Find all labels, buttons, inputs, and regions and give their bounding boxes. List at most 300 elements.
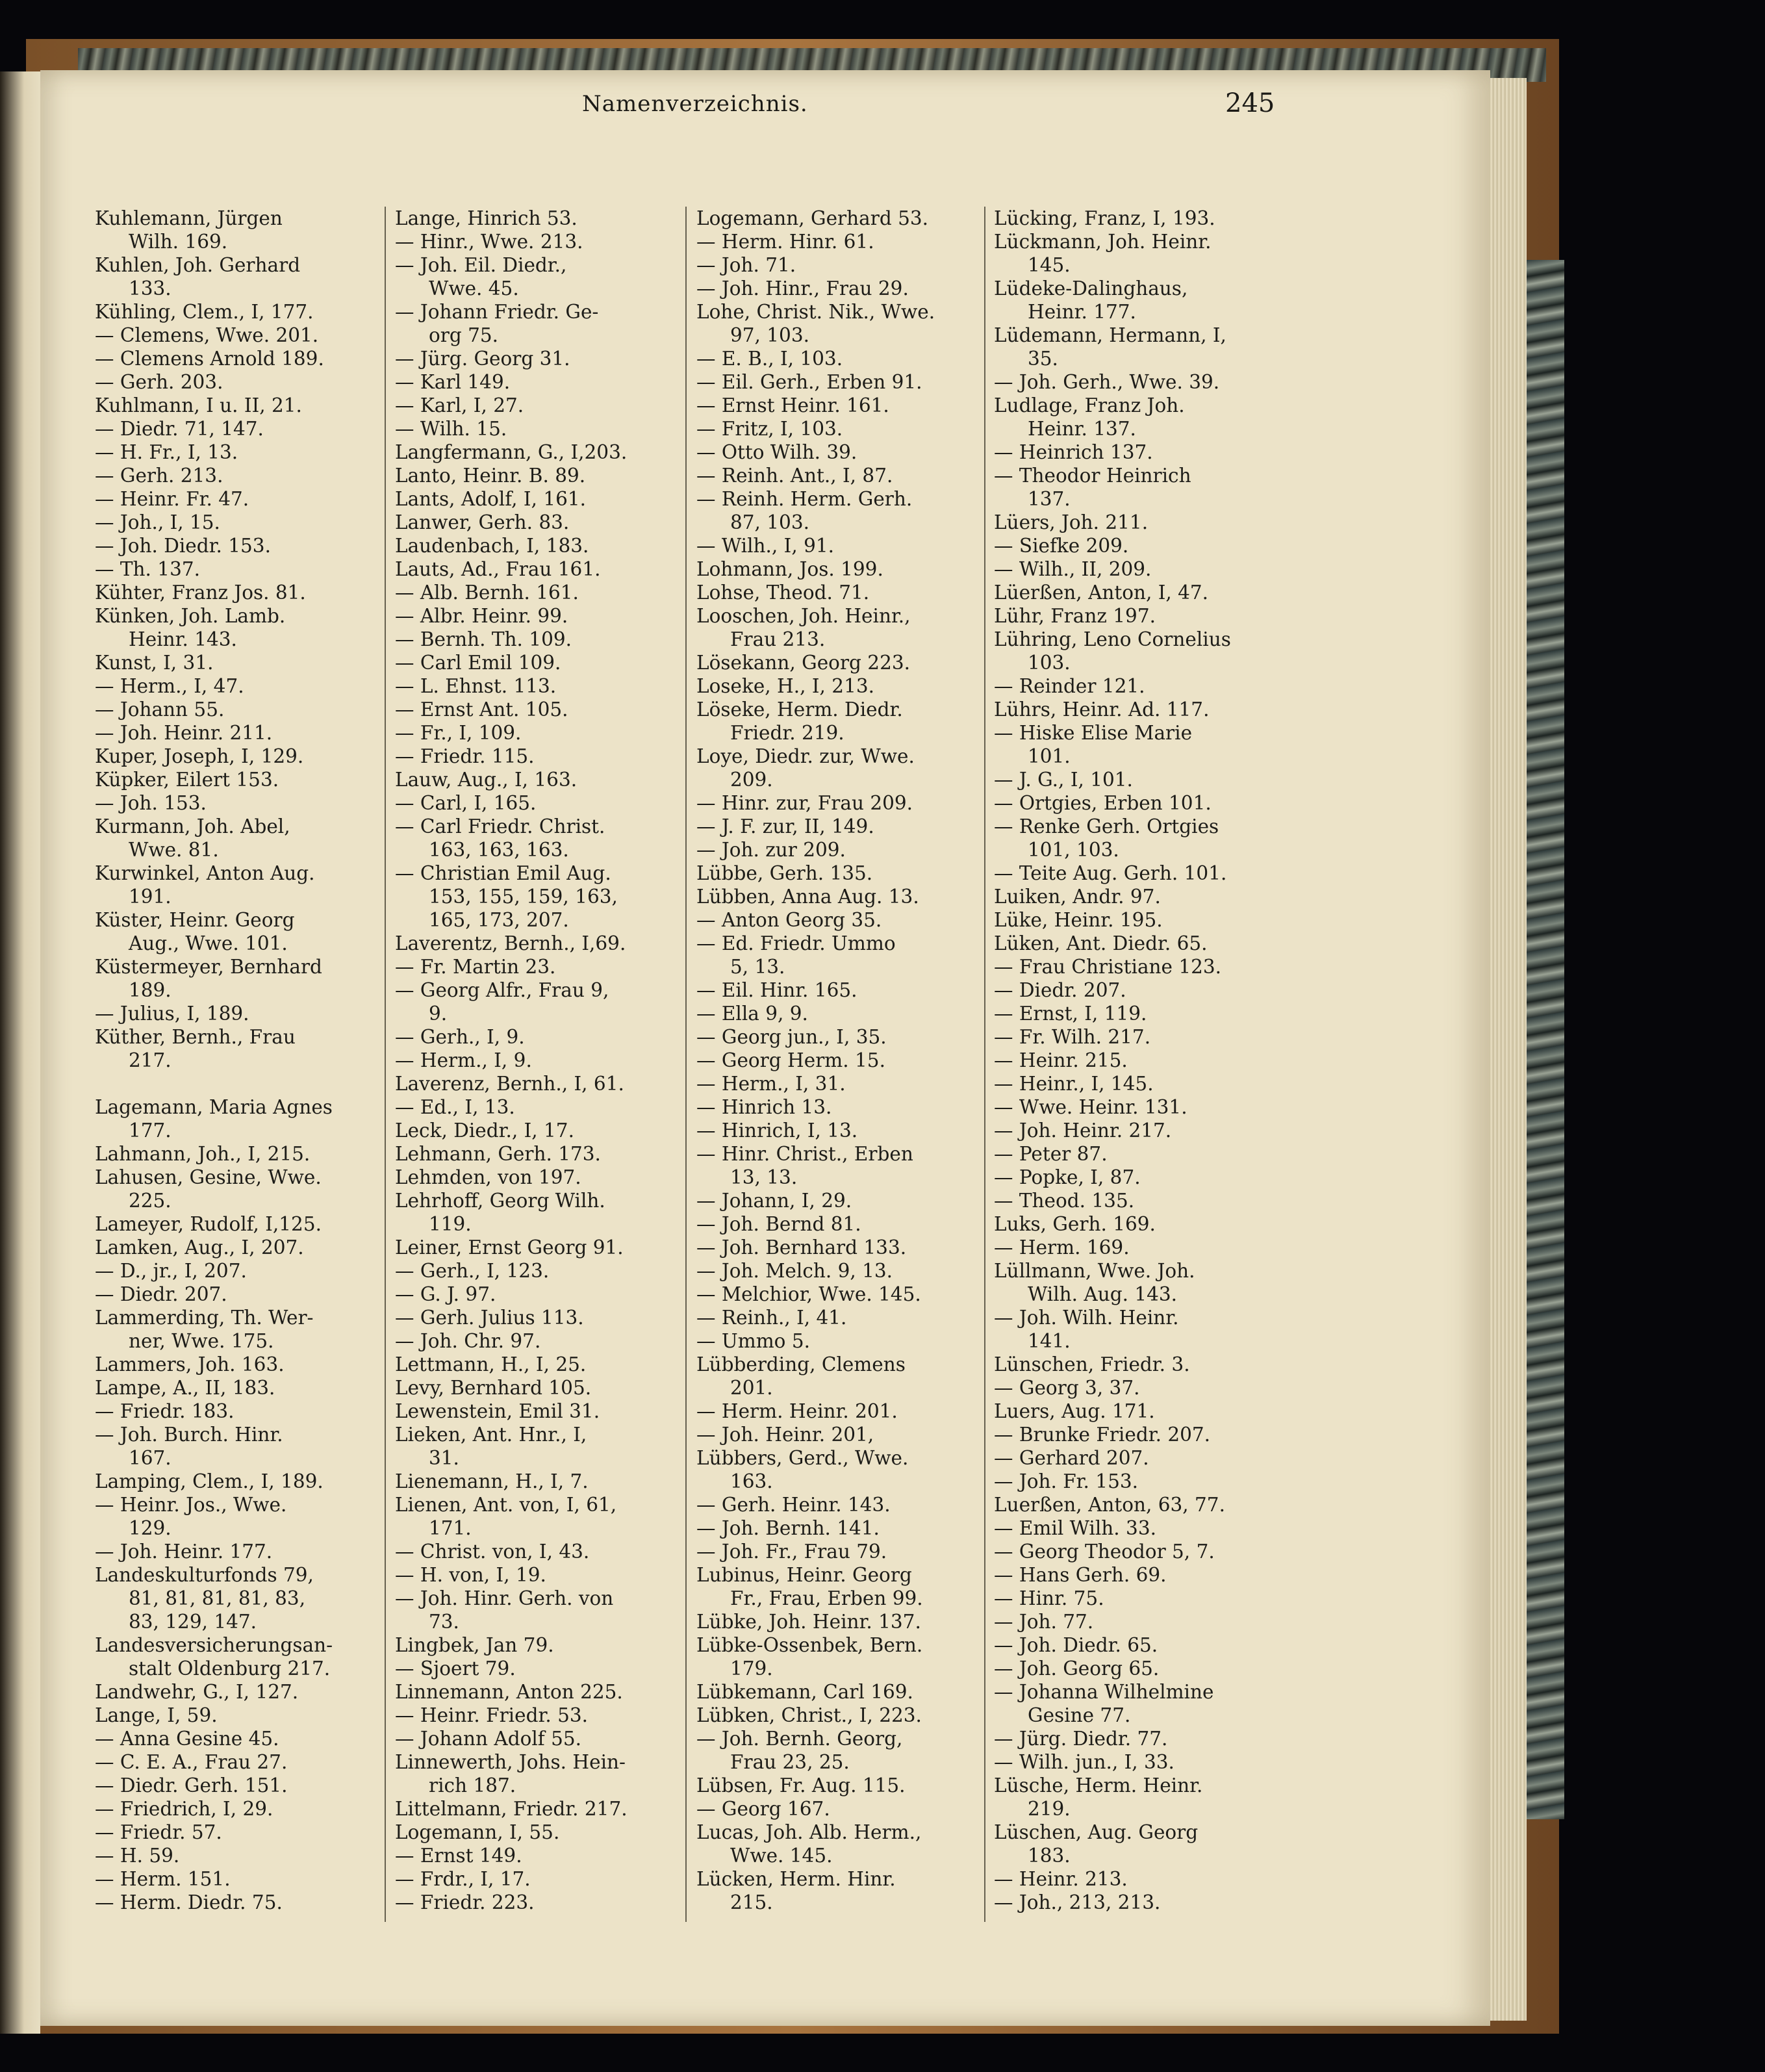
- entry-continuation: 219.: [1028, 1798, 1071, 1820]
- entry-continuation: 133.: [129, 277, 171, 300]
- entry-text: Lühring, Leno Cornelius: [994, 628, 1231, 650]
- entry-text: — Joh. Hinr., Frau 29.: [696, 277, 909, 300]
- index-entry: [95, 1236, 381, 1259]
- entry-text: — Johann Adolf 55.: [395, 1728, 582, 1750]
- entry-continuation: 189.: [129, 979, 171, 1001]
- entry-text: Lückmann, Joh. Heinr.: [994, 231, 1212, 253]
- entry-text: — Reinder 121.: [994, 675, 1145, 697]
- index-entry: [95, 651, 381, 674]
- index-entry: [395, 628, 681, 651]
- entry-text: — Anna Gesine 45.: [95, 1728, 279, 1750]
- entry-text: Lübsen, Fr. Aug. 115.: [696, 1774, 906, 1797]
- entry-text: — Popke, I, 87.: [994, 1166, 1141, 1188]
- entry-text: — Joh. 77.: [994, 1611, 1094, 1633]
- entry-text: — Heinr. 215.: [994, 1049, 1128, 1071]
- index-entry: [696, 1680, 982, 1704]
- entry-continuation: 31.: [429, 1447, 459, 1469]
- entry-continuation: 129.: [129, 1517, 171, 1539]
- entry-text: — Heinr. 213.: [994, 1868, 1128, 1890]
- entry-continuation: 119.: [429, 1213, 472, 1235]
- index-entry: [395, 1844, 681, 1867]
- entry-text: — Ernst, I, 119.: [994, 1003, 1147, 1025]
- entry-text: Littelmann, Friedr. 217.: [395, 1798, 628, 1820]
- entry-text: — Joh. Heinr. 177.: [95, 1541, 273, 1563]
- index-entry: [696, 745, 982, 791]
- entry-continuation: 163, 163, 163.: [429, 839, 569, 861]
- entry-text: Lahmann, Joh., I, 215.: [95, 1143, 311, 1165]
- index-entry: [696, 1774, 982, 1797]
- entry-text: Kurwinkel, Anton Aug.: [95, 862, 315, 884]
- index-entry: [994, 1423, 1280, 1446]
- index-entry: [395, 932, 681, 955]
- entry-text: — Joh., I, 15.: [95, 511, 220, 533]
- entry-text: — Georg jun., I, 35.: [696, 1026, 887, 1048]
- entry-text: Leiner, Ernst Georg 91.: [395, 1236, 624, 1259]
- entry-text: Linnewerth, Johs. Hein-: [395, 1751, 626, 1773]
- entry-text: Lüken, Ant. Diedr. 65.: [994, 932, 1208, 954]
- index-entry: [395, 347, 681, 370]
- entry-text: — Joh. Melch. 9, 13.: [696, 1260, 893, 1282]
- index-entry: [395, 230, 681, 253]
- index-entry: [994, 1236, 1280, 1259]
- entry-text: — Joh. Burch. Hinr.: [95, 1424, 283, 1446]
- index-entry: [395, 1142, 681, 1166]
- entry-text: — Georg Theodor 5, 7.: [994, 1541, 1215, 1563]
- entry-text: — Heinr. Friedr. 53.: [395, 1704, 588, 1726]
- index-entry: [395, 1657, 681, 1680]
- entry-text: — Otto Wilh. 39.: [696, 441, 857, 463]
- entry-continuation: Friedr. 219.: [730, 722, 844, 744]
- index-entry: [95, 1095, 381, 1142]
- index-entry: [994, 698, 1280, 721]
- entry-text: — Fr., I, 109.: [395, 722, 522, 744]
- entry-text: — Carl, I, 165.: [395, 792, 537, 814]
- index-entry: [95, 862, 381, 908]
- index-entry: [395, 1727, 681, 1750]
- entry-text: — Bernh. Th. 109.: [395, 628, 572, 650]
- index-entry: [696, 674, 982, 698]
- entry-text: Lübberding, Clemens: [696, 1353, 906, 1375]
- index-entry: [95, 1704, 381, 1727]
- index-entry: [696, 1329, 982, 1353]
- entry-text: Lohmann, Jos. 199.: [696, 558, 883, 580]
- index-entry: [95, 1750, 381, 1774]
- entry-text: — Diedr. 207.: [994, 979, 1126, 1001]
- entry-continuation: 163.: [730, 1470, 773, 1492]
- entry-text: — Joh. Fr. 153.: [994, 1470, 1138, 1492]
- entry-text: Lücken, Herm. Hinr.: [696, 1868, 896, 1890]
- entry-text: — Hinr. zur, Frau 209.: [696, 792, 913, 814]
- index-entry: [994, 394, 1280, 441]
- entry-continuation: Wilh. 169.: [129, 231, 228, 253]
- index-column-2: [395, 207, 681, 1914]
- index-entry: [95, 745, 381, 768]
- entry-continuation: 201.: [730, 1377, 773, 1399]
- entry-text: Kuhlmann, I u. II, 21.: [95, 394, 302, 416]
- index-entry: [994, 1095, 1280, 1119]
- index-entry: [395, 604, 681, 628]
- entry-text: — D., jr., I, 207.: [95, 1260, 247, 1282]
- index-entry: [696, 1306, 982, 1329]
- entry-text: — Herm. 151.: [95, 1868, 231, 1890]
- index-entry: [994, 1049, 1280, 1072]
- index-entry: [994, 604, 1280, 628]
- index-entry: [395, 1400, 681, 1423]
- index-entry: [994, 932, 1280, 955]
- entry-text: — Karl 149.: [395, 371, 511, 393]
- entry-text: Lamken, Aug., I, 207.: [95, 1236, 304, 1259]
- entry-text: Lohse, Theod. 71.: [696, 582, 870, 604]
- index-entry: [696, 1563, 982, 1610]
- entry-text: — Herm. Heinr. 201.: [696, 1400, 898, 1422]
- column-rule: [385, 207, 386, 1922]
- index-entry: [994, 1891, 1280, 1914]
- index-entry: [395, 651, 681, 674]
- index-entry: [994, 534, 1280, 557]
- entry-text: Lanwer, Gerh. 83.: [395, 511, 570, 533]
- entry-text: — Gerh. Heinr. 143.: [696, 1494, 891, 1516]
- entry-text: — Joh. 71.: [696, 254, 796, 276]
- index-entry: [395, 862, 681, 932]
- index-entry: [696, 862, 982, 885]
- index-entry: [696, 1142, 982, 1189]
- entry-text: — Teite Aug. Gerh. 101.: [994, 862, 1227, 884]
- entry-text: Lüsche, Herm. Heinr.: [994, 1774, 1203, 1797]
- index-entry: [95, 347, 381, 370]
- entry-continuation: Aug., Wwe. 101.: [129, 932, 288, 954]
- page-header: [42, 88, 1492, 127]
- entry-text: Lüdemann, Hermann, I,: [994, 324, 1226, 346]
- index-entry: [696, 978, 982, 1002]
- index-entry: [395, 557, 681, 581]
- entry-text: — Sjoert 79.: [395, 1657, 516, 1680]
- index-entry: [696, 1423, 982, 1446]
- entry-text: — L. Ehnst. 113.: [395, 675, 557, 697]
- entry-continuation: 101.: [1028, 745, 1071, 767]
- entry-text: Lehmann, Gerh. 173.: [395, 1143, 601, 1165]
- index-entry: [95, 674, 381, 698]
- index-entry: [696, 1516, 982, 1540]
- entry-text: — Jürg. Georg 31.: [395, 348, 570, 370]
- entry-continuation: 97, 103.: [730, 324, 809, 346]
- entry-text: Löseke, Herm. Diedr.: [696, 698, 903, 721]
- index-entry: [994, 441, 1280, 464]
- index-entry: [696, 908, 982, 932]
- entry-text: Küster, Heinr. Georg: [95, 909, 295, 931]
- index-entry: [696, 1189, 982, 1212]
- index-entry: [994, 1516, 1280, 1540]
- entry-text: Langfermann, G., I,203.: [395, 441, 628, 463]
- index-entry: [696, 277, 982, 300]
- entry-continuation: 209.: [730, 769, 773, 791]
- entry-text: — J. G., I, 101.: [994, 769, 1133, 791]
- entry-text: — Georg 167.: [696, 1798, 830, 1820]
- index-entry: [994, 1727, 1280, 1750]
- index-entry: [395, 1540, 681, 1563]
- entry-text: — Joh. Bernd 81.: [696, 1213, 861, 1235]
- index-entry: [994, 885, 1280, 908]
- entry-text: — Ella 9, 9.: [696, 1003, 808, 1025]
- index-entry: [696, 1353, 982, 1400]
- index-entry: [994, 791, 1280, 815]
- index-entry: [696, 1540, 982, 1563]
- entry-text: — Joh. Bernh. Georg,: [696, 1728, 903, 1750]
- index-entry: [696, 581, 982, 604]
- entry-continuation: Wwe. 45.: [429, 277, 519, 300]
- entry-text: Lösekann, Georg 223.: [696, 652, 910, 674]
- entry-text: Lübben, Anna Aug. 13.: [696, 886, 919, 908]
- entry-text: — C. E. A., Frau 27.: [95, 1751, 288, 1773]
- entry-text: — Joh. Heinr. 201,: [696, 1424, 874, 1446]
- index-entry: [696, 604, 982, 651]
- entry-text: — Heinr. Jos., Wwe.: [95, 1494, 287, 1516]
- entry-continuation: 137.: [1028, 488, 1071, 510]
- page-edges: [1488, 78, 1527, 2021]
- index-entry: [395, 1680, 681, 1704]
- entry-text: — Ernst Heinr. 161.: [696, 394, 889, 416]
- index-entry: [696, 1283, 982, 1306]
- entry-text: — Reinh., I, 41.: [696, 1307, 847, 1329]
- entry-text: — Peter 87.: [994, 1143, 1108, 1165]
- entry-text: — Diedr. 207.: [95, 1283, 227, 1305]
- entry-text: Looschen, Joh. Heinr.,: [696, 605, 911, 627]
- index-entry: [395, 1072, 681, 1095]
- entry-text: — Siefke 209.: [994, 535, 1129, 557]
- index-entry: [95, 1493, 381, 1540]
- index-entry: [696, 1095, 982, 1119]
- entry-continuation: ner, Wwe. 175.: [129, 1330, 274, 1352]
- index-entry: [95, 1212, 381, 1236]
- index-entry: [95, 1423, 381, 1470]
- entry-text: Küstermeyer, Bernhard: [95, 956, 322, 978]
- entry-text: — Karl, I, 27.: [395, 394, 524, 416]
- entry-continuation: 141.: [1028, 1330, 1071, 1352]
- index-entry: [994, 721, 1280, 768]
- entry-text: — Reinh. Herm. Gerh.: [696, 488, 913, 510]
- entry-text: Küther, Bernh., Frau: [95, 1026, 296, 1048]
- index-entry: [395, 1704, 681, 1727]
- index-entry: [994, 1400, 1280, 1423]
- index-entry: [696, 1797, 982, 1821]
- index-entry: [395, 1095, 681, 1119]
- index-entry: [95, 1774, 381, 1797]
- index-entry: [994, 908, 1280, 932]
- index-entry: [994, 370, 1280, 394]
- index-entry: [994, 1189, 1280, 1212]
- entry-text: — Renke Gerh. Ortgies: [994, 815, 1219, 838]
- index-entry: [696, 1821, 982, 1867]
- index-entry: [994, 1002, 1280, 1025]
- entry-text: — Ernst 149.: [395, 1845, 522, 1867]
- index-entry: [994, 628, 1280, 674]
- entry-text: Lampe, A., II, 183.: [95, 1377, 275, 1399]
- index-entry: [994, 1680, 1280, 1727]
- entry-text: Logemann, Gerhard 53.: [696, 207, 928, 229]
- entry-text: — Reinh. Ant., I, 87.: [696, 465, 893, 487]
- entry-continuation: 83, 129, 147.: [129, 1611, 257, 1633]
- entry-text: — Theod. 135.: [994, 1190, 1135, 1212]
- entry-text: — Clemens, Wwe. 201.: [95, 324, 319, 346]
- entry-text: — Hinr. 75.: [994, 1587, 1104, 1609]
- index-entry: [95, 768, 381, 791]
- entry-text: Landeskulturfonds 79,: [95, 1564, 314, 1586]
- index-entry: [395, 511, 681, 534]
- index-entry: [696, 1727, 982, 1774]
- index-entry: [95, 1867, 381, 1891]
- entry-text: Lange, Hinrich 53.: [395, 207, 578, 229]
- entry-text: — Fritz, I, 103.: [696, 418, 843, 440]
- entry-text: — Wilh., I, 91.: [696, 535, 835, 557]
- index-entry: [696, 534, 982, 557]
- index-entry: [696, 791, 982, 815]
- index-entry: [696, 441, 982, 464]
- entry-continuation: 179.: [730, 1657, 773, 1680]
- index-entry: [994, 1446, 1280, 1470]
- entry-continuation: Frau 213.: [730, 628, 826, 650]
- index-entry: [395, 300, 681, 347]
- index-entry: [95, 1680, 381, 1704]
- entry-text: — Diedr. Gerh. 151.: [95, 1774, 288, 1797]
- entry-text: Lamping, Clem., I, 189.: [95, 1470, 324, 1492]
- entry-text: — Joh. Diedr. 65.: [994, 1634, 1158, 1656]
- index-entry: [395, 441, 681, 464]
- index-entry: [95, 1142, 381, 1166]
- index-entry: [696, 1493, 982, 1516]
- index-entry: [95, 1306, 381, 1353]
- entry-continuation: Wilh. Aug. 143.: [1028, 1283, 1178, 1305]
- entry-text: — Ed., I, 13.: [395, 1096, 515, 1118]
- index-entry: [95, 581, 381, 604]
- entry-text: — Joh. Heinr. 211.: [95, 722, 273, 744]
- index-entry: [994, 1540, 1280, 1563]
- entry-text: — Joh. Eil. Diedr.,: [395, 254, 567, 276]
- index-entry: [696, 464, 982, 487]
- index-entry: [696, 1610, 982, 1633]
- entry-text: Künken, Joh. Lamb.: [95, 605, 286, 627]
- index-entry: [95, 300, 381, 324]
- entry-text: Kuhlen, Joh. Gerhard: [95, 254, 301, 276]
- entry-text: Kuhlemann, Jürgen: [95, 207, 283, 229]
- entry-text: — Jürg. Diedr. 77.: [994, 1728, 1168, 1750]
- entry-text: — Diedr. 71, 147.: [95, 418, 264, 440]
- index-entry: [994, 1750, 1280, 1774]
- index-entry: [95, 1821, 381, 1844]
- index-entry: [95, 908, 381, 955]
- entry-text: — Julius, I, 189.: [95, 1003, 249, 1025]
- entry-text: Lauts, Ad., Frau 161.: [395, 558, 601, 580]
- entry-text: — Frau Christiane 123.: [994, 956, 1222, 978]
- entry-continuation: 177.: [129, 1119, 171, 1142]
- entry-text: Lauw, Aug., I, 163.: [395, 769, 578, 791]
- index-entry: [395, 1633, 681, 1657]
- entry-text: — Herm., I, 47.: [95, 675, 244, 697]
- entry-text: — Joh. Chr. 97.: [395, 1330, 541, 1352]
- entry-text: — Hinrich 13.: [696, 1096, 832, 1118]
- entry-text: — Gerhard 207.: [994, 1447, 1149, 1469]
- index-entry: [696, 1049, 982, 1072]
- entry-text: Lünschen, Friedr. 3.: [994, 1353, 1190, 1375]
- index-entry: [395, 768, 681, 791]
- entry-continuation: 101, 103.: [1028, 839, 1119, 861]
- entry-text: Küpker, Eilert 153.: [95, 769, 279, 791]
- entry-text: — Anton Georg 35.: [696, 909, 882, 931]
- entry-text: — Joh. Bernh. 141.: [696, 1517, 880, 1539]
- index-entry: [395, 1259, 681, 1283]
- index-entry: [395, 1283, 681, 1306]
- index-entry: [395, 1750, 681, 1797]
- entry-text: — Heinr., I, 145.: [994, 1073, 1154, 1095]
- index-entry: [95, 441, 381, 464]
- index-entry: [696, 698, 982, 745]
- index-entry: [395, 417, 681, 441]
- entry-text: Lehrhoff, Georg Wilh.: [395, 1190, 605, 1212]
- index-entry: [696, 1236, 982, 1259]
- entry-text: Lieken, Ant. Hnr., I,: [395, 1424, 587, 1446]
- entry-text: Luks, Gerh. 169.: [994, 1213, 1156, 1235]
- index-entry: [95, 1283, 381, 1306]
- entry-text: — H. 59.: [95, 1845, 180, 1867]
- index-entry: [994, 511, 1280, 534]
- index-entry: [395, 370, 681, 394]
- entry-text: — Joh. Hinr. Gerh. von: [395, 1587, 614, 1609]
- entry-continuation: 73.: [429, 1611, 459, 1633]
- entry-text: — Clemens Arnold 189.: [95, 348, 324, 370]
- entry-text: Landesversicherungsan-: [95, 1634, 333, 1656]
- entry-text: — Heinr. Fr. 47.: [95, 488, 249, 510]
- entry-text: Lucas, Joh. Alb. Herm.,: [696, 1821, 922, 1843]
- index-entry: [994, 978, 1280, 1002]
- entry-continuation: Heinr. 177.: [1028, 301, 1136, 323]
- entry-text: Lücking, Franz, I, 193.: [994, 207, 1215, 229]
- entry-text: Lübbe, Gerh. 135.: [696, 862, 873, 884]
- index-entry: [95, 791, 381, 815]
- index-entry: [95, 1072, 381, 1095]
- entry-text: — Wwe. Heinr. 131.: [994, 1096, 1187, 1118]
- entry-text: — Christian Emil Aug.: [395, 862, 611, 884]
- index-entry: [994, 1470, 1280, 1493]
- entry-text: — Hinr., Wwe. 213.: [395, 231, 583, 253]
- entry-continuation: 13, 13.: [730, 1166, 798, 1188]
- entry-text: Leck, Diedr., I, 17.: [395, 1119, 574, 1142]
- entry-text: Lüerßen, Anton, I, 47.: [994, 582, 1209, 604]
- index-entry: [994, 1353, 1280, 1376]
- index-entry: [95, 1400, 381, 1423]
- index-entry: [696, 815, 982, 838]
- entry-text: — Gerh., I, 123.: [395, 1260, 550, 1282]
- entry-text: Lübke, Joh. Heinr. 137.: [696, 1611, 921, 1633]
- index-entry: [95, 1259, 381, 1283]
- index-entry: [95, 370, 381, 394]
- entry-text: Landwehr, G., I, 127.: [95, 1681, 299, 1703]
- index-entry: [395, 1493, 681, 1540]
- entry-text: Kunst, I, 31.: [95, 652, 214, 674]
- index-entry: [395, 1025, 681, 1049]
- entry-text: Lienen, Ant. von, I, 61,: [395, 1494, 617, 1516]
- entry-text: Lüke, Heinr. 195.: [994, 909, 1163, 931]
- entry-text: Kuper, Joseph, I, 129.: [95, 745, 304, 767]
- index-entry: [994, 768, 1280, 791]
- entry-text: — Theodor Heinrich: [994, 465, 1191, 487]
- index-entry: [95, 557, 381, 581]
- index-entry: [395, 394, 681, 417]
- entry-text: — Wilh., II, 209.: [994, 558, 1152, 580]
- entry-text: — Georg Alfr., Frau 9,: [395, 979, 609, 1001]
- entry-text: — Heinrich 137.: [994, 441, 1153, 463]
- index-entry: [95, 955, 381, 1002]
- index-entry: [994, 1212, 1280, 1236]
- entry-text: — Joh. Bernhard 133.: [696, 1236, 907, 1259]
- index-entry: [994, 1072, 1280, 1095]
